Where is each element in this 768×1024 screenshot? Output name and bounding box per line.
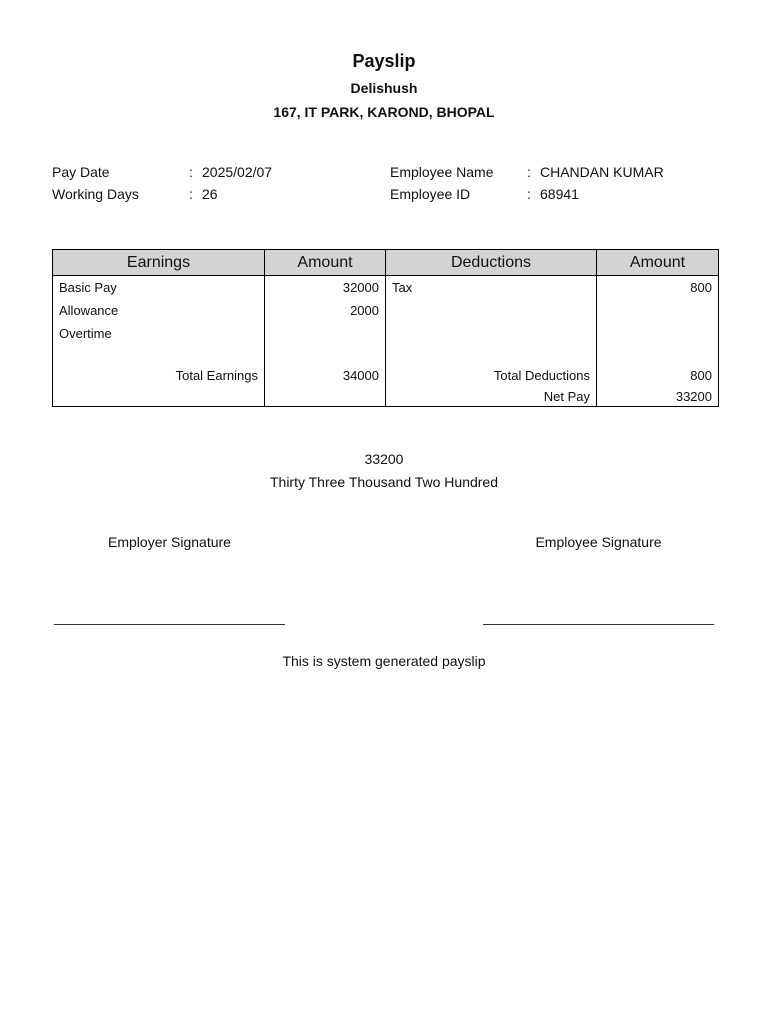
- net-amount-in-words: Thirty Three Thousand Two Hundred: [269, 474, 499, 490]
- earning-item: Overtime: [53, 322, 265, 345]
- pay-date-separator: :: [189, 164, 193, 180]
- table-spacer-row: [53, 345, 719, 365]
- header-deductions: Deductions: [386, 250, 597, 276]
- payslip-title: Payslip: [352, 51, 416, 71]
- earning-amount: 2000: [265, 299, 386, 322]
- earning-amount: 32000: [265, 276, 386, 300]
- header-earnings: Earnings: [53, 250, 265, 276]
- earning-item: Allowance: [53, 299, 265, 322]
- table-net-pay-row: [53, 386, 719, 407]
- deduction-amount: [597, 299, 719, 322]
- net-amount: 33200: [364, 451, 404, 467]
- deduction-item: Tax: [386, 276, 597, 300]
- table-header-row: [53, 250, 719, 276]
- table-row: [53, 299, 719, 322]
- payslip-table: [52, 249, 719, 407]
- net-pay-label: Net Pay: [386, 386, 597, 407]
- employer-signature-label: Employer Signature: [108, 534, 231, 550]
- pay-date-label: Pay Date: [52, 164, 110, 180]
- deduction-amount: [597, 322, 719, 345]
- table-row: [53, 276, 719, 300]
- total-earnings-label: Total Earnings: [53, 365, 265, 386]
- working-days-value: 26: [202, 186, 218, 202]
- employee-signature-line: [483, 624, 714, 625]
- company-name: Delishush: [350, 80, 418, 96]
- header-deductions-amount: Amount: [597, 250, 719, 276]
- employee-name-separator: :: [527, 164, 531, 180]
- table-total-row: [53, 365, 719, 386]
- total-deductions-value: 800: [597, 365, 719, 386]
- employee-signature-label: Employee Signature: [535, 534, 662, 550]
- employer-signature-line: [54, 624, 285, 625]
- working-days-label: Working Days: [52, 186, 139, 202]
- total-deductions-label: Total Deductions: [386, 365, 597, 386]
- company-address: 167, IT PARK, KAROND, BHOPAL: [273, 104, 495, 120]
- footer-note: This is system generated payslip: [282, 653, 486, 669]
- table-row: [53, 322, 719, 345]
- net-pay-value: 33200: [597, 386, 719, 407]
- employee-id-label: Employee ID: [390, 186, 471, 202]
- earning-item: Basic Pay: [53, 276, 265, 300]
- deduction-item: [386, 322, 597, 345]
- employee-id-value: 68941: [540, 186, 579, 202]
- pay-date-value: 2025/02/07: [202, 164, 273, 180]
- earning-amount: [265, 322, 386, 345]
- working-days-separator: :: [189, 186, 193, 202]
- deduction-item: [386, 299, 597, 322]
- employee-name-value: CHANDAN KUMAR: [540, 164, 664, 180]
- employee-name-label: Employee Name: [390, 164, 494, 180]
- employee-id-separator: :: [527, 186, 531, 202]
- total-earnings-value: 34000: [265, 365, 386, 386]
- deduction-amount: 800: [597, 276, 719, 300]
- header-earnings-amount: Amount: [265, 250, 386, 276]
